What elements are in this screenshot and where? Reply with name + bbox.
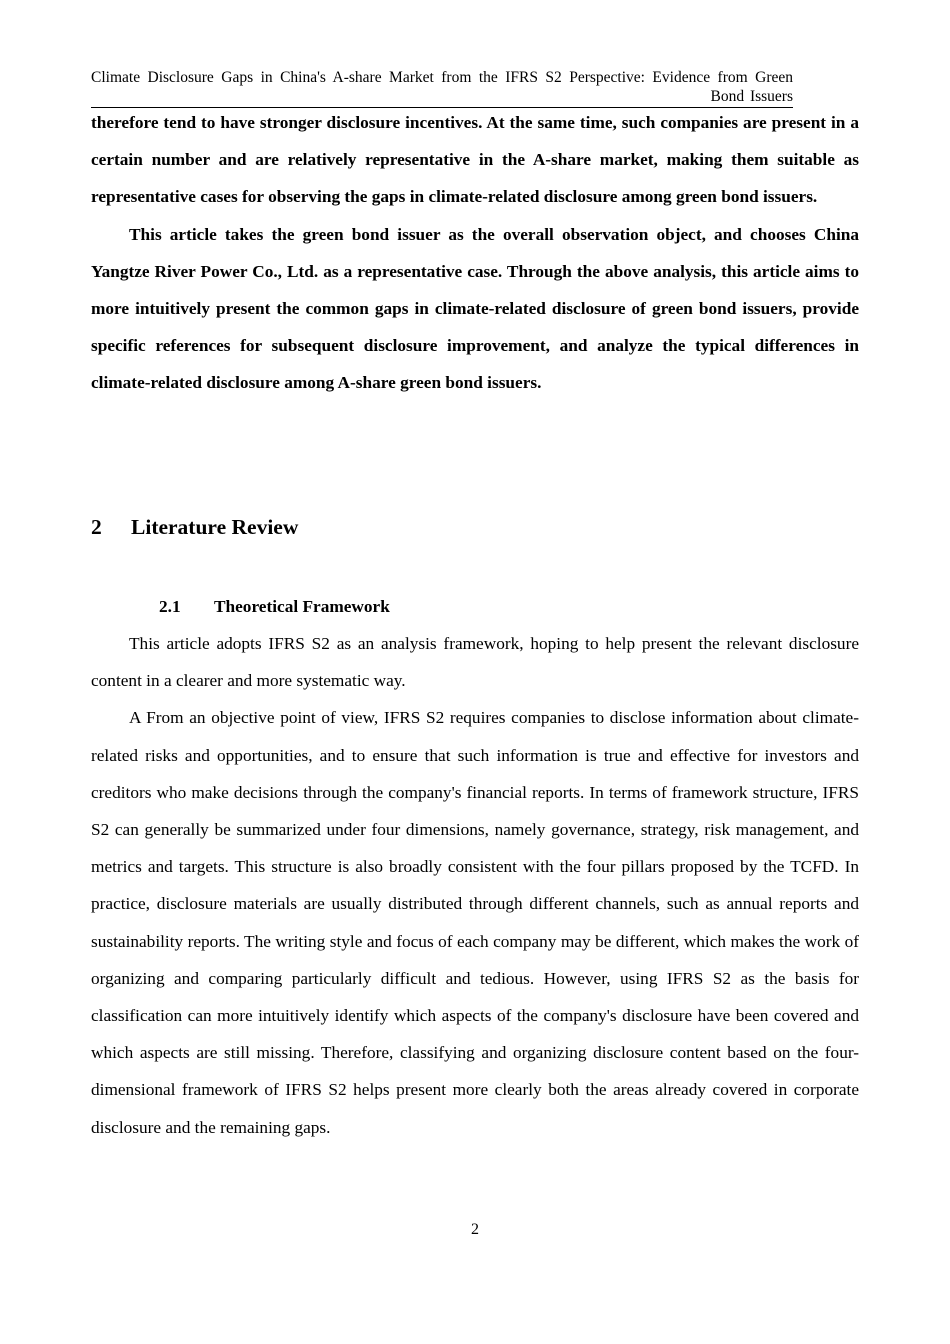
subsection-number: 2.1 (159, 597, 181, 616)
running-header: Climate Disclosure Gaps in China's A-share Market from the IFRS S2 Perspective: Evidence from Green Bond Issuers (91, 69, 793, 105)
subsection-title: Theoretical Framework (214, 597, 390, 616)
page-number: 2 (471, 1221, 479, 1238)
section-number: 2 (91, 515, 102, 539)
framework-text-block (91, 625, 859, 1146)
framework-intro-paragraph: This article adopts IFRS S2 as an analysis framework, hoping to help present the relevant disclosure content in a clearer and more systematic way. (91, 634, 859, 691)
case-selection-paragraph: This article takes the green bond issuer as the overall observation object, and chooses China Yangtze River Power Co., Ltd. as a representative case. Through the above analysis, this article aims to more intuitively present the common gaps in climate-related disclosure of green bond issuers, provide specific references for subsequent disclosure improvement, and analyze the typical differences in climate-related disclosure among A-share green bond issuers. (91, 224, 859, 393)
framework-detail-paragraph: A From an objective point of view, IFRS S2 requires companies to disclose information about climate-related risks and opportunities, and to ensure that such information is true and effective for investors and creditors who make decisions through the company's financial reports. In terms of framework structure, IFRS S2 can generally be summarized under four dimensions, namely governance, strategy, risk management, and metrics and targets. This structure is also broadly consistent with the four pillars proposed by the TCFD. In practice, disclosure materials are usually distributed through different channels, such as annual reports and sustainability reports. The writing style and focus of each company may be different, which makes the work of organizing and comparing particularly difficult and tedious. However, using IFRS S2 as the basis for classification can more intuitively identify which aspects of the company's disclosure have been covered and which aspects are still missing. Therefore, classifying and organizing disclosure content based on the four-dimensional framework of IFRS S2 helps present more clearly both the areas already covered in corporate disclosure and the remaining gaps. (91, 708, 859, 1137)
continued-paragraph: therefore tend to have stronger disclosure incentives. At the same time, such companies are present in a certain number and are relatively representative in the A-share market, making them suitable as representative cases for observing the gaps in climate-related disclosure among green bond issuers. (91, 113, 859, 207)
section-title: Literature Review (131, 515, 299, 539)
subsection-heading (159, 597, 390, 617)
section-heading (91, 515, 298, 540)
continued-text-block (91, 104, 859, 402)
